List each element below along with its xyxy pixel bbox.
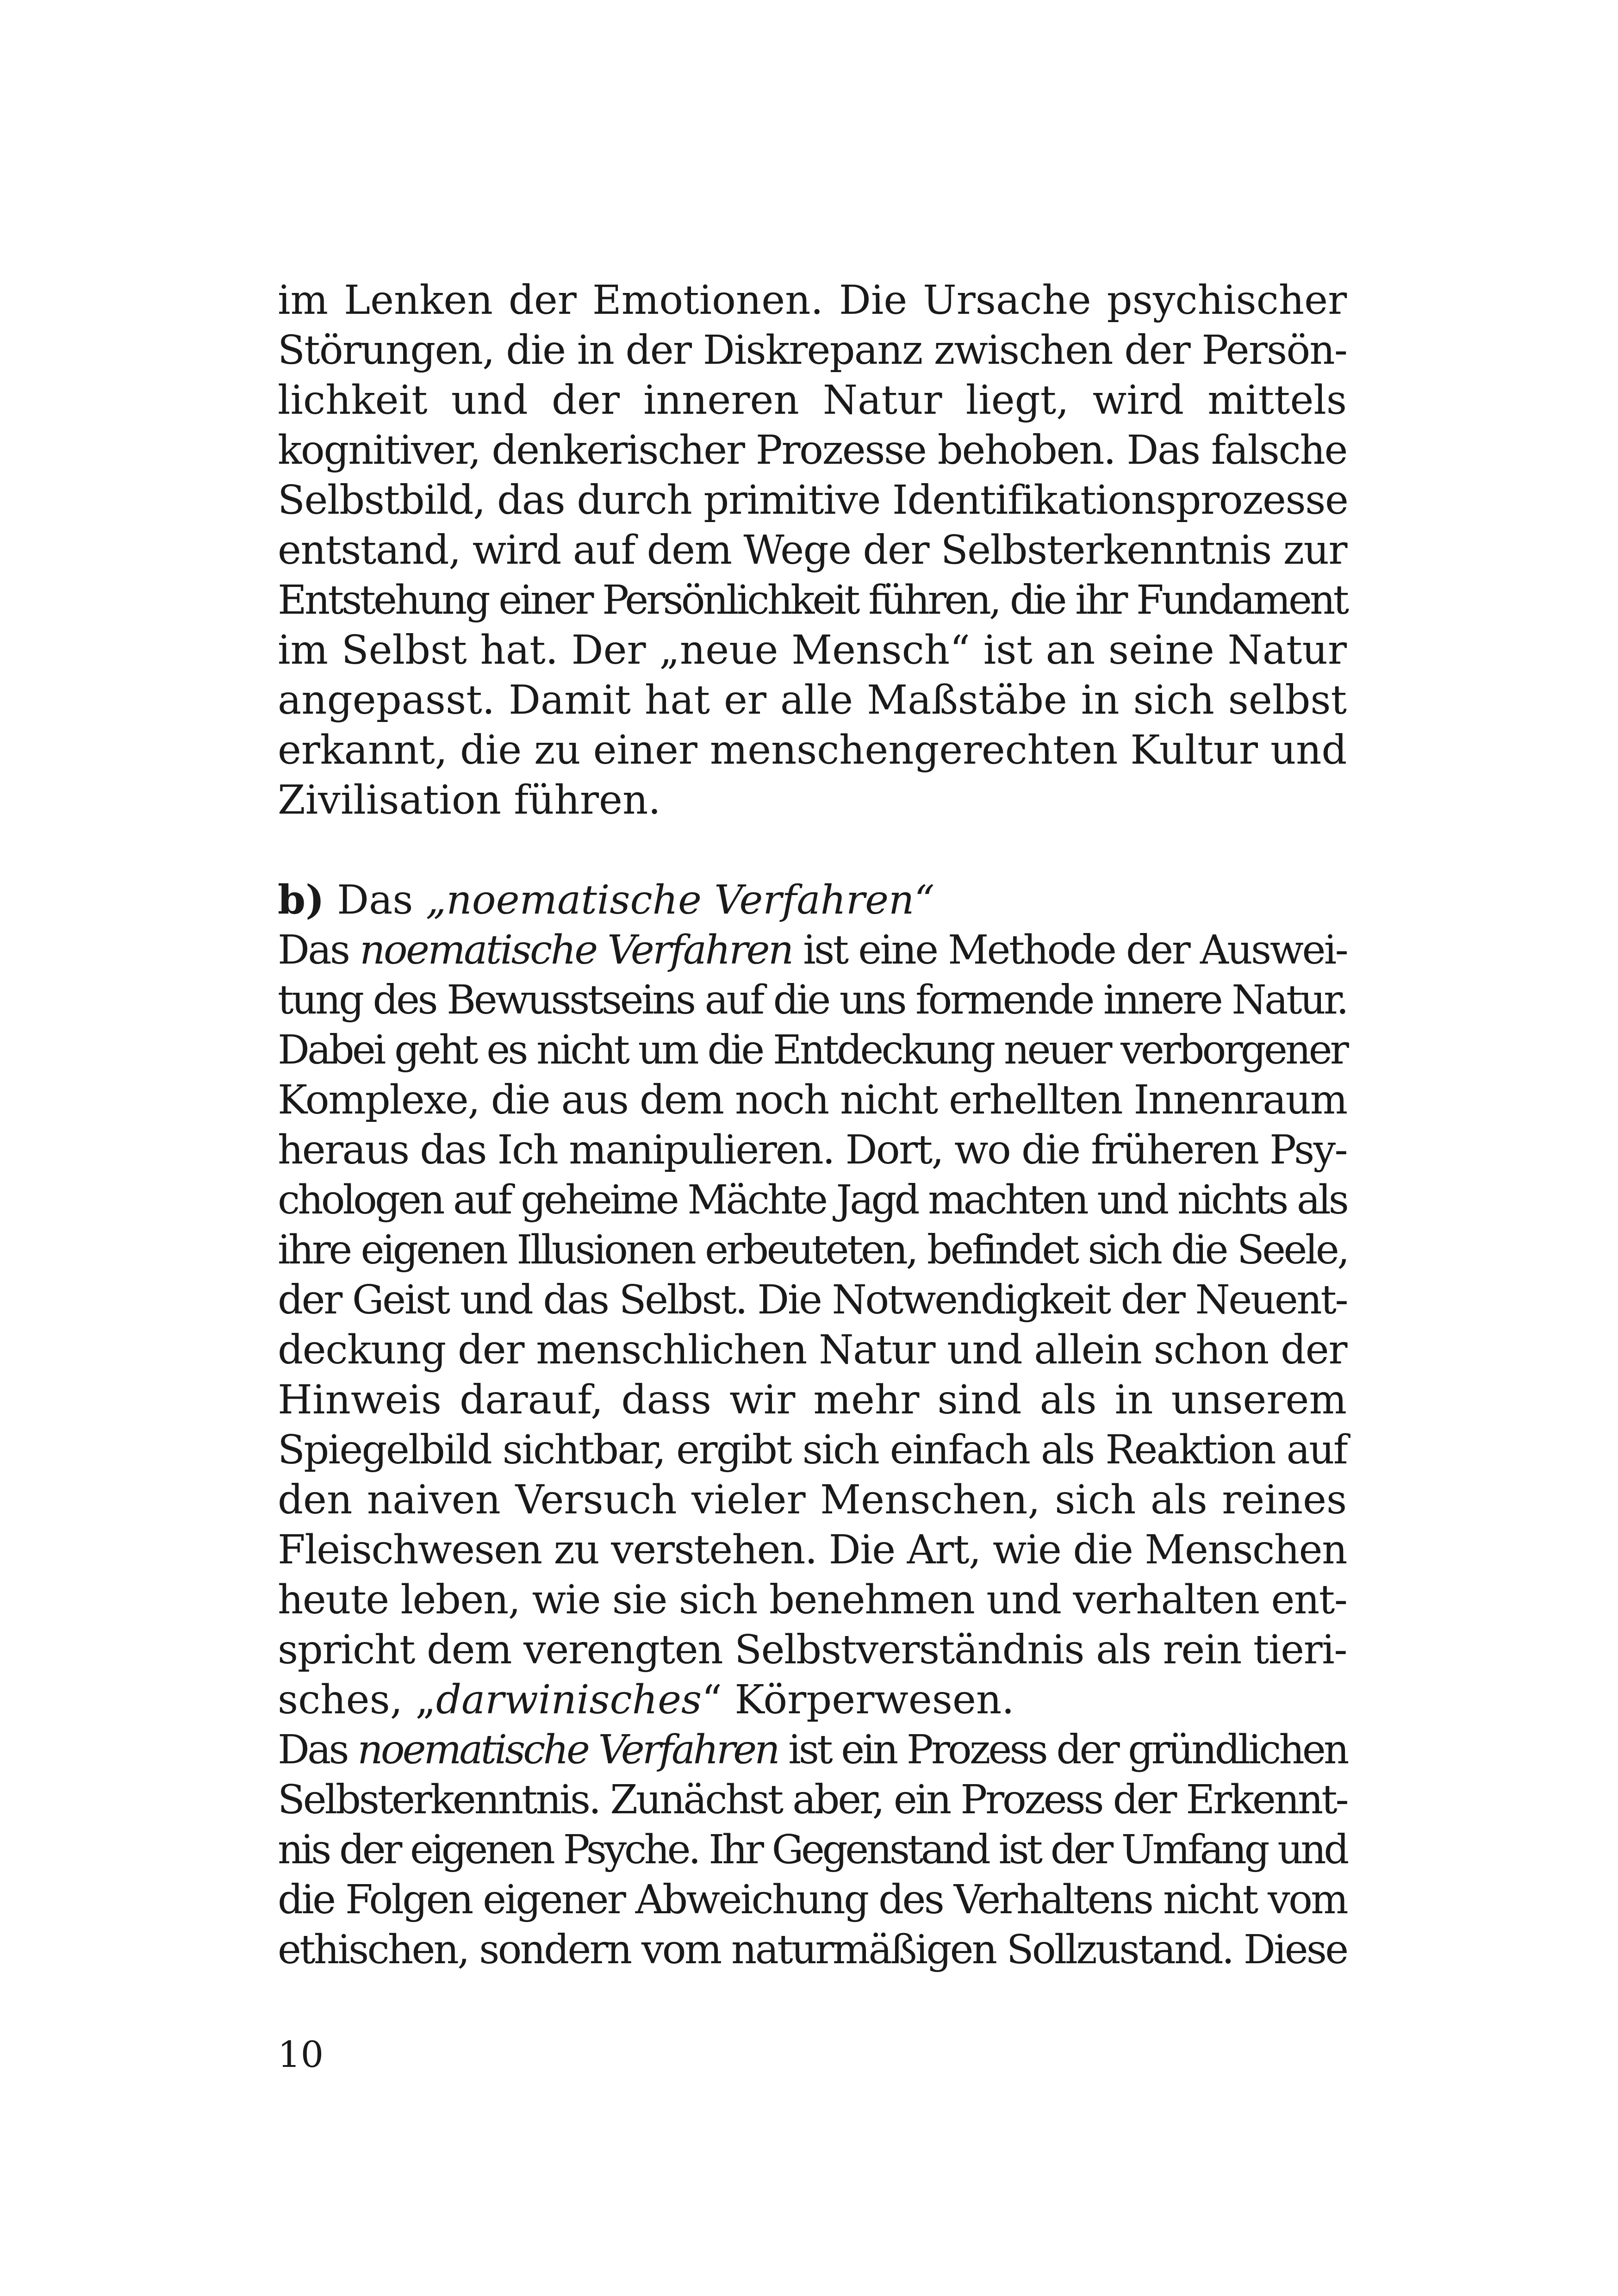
text-fragment: ist ein Prozess der gründlichen bbox=[778, 1727, 1347, 1773]
body-text bbox=[278, 275, 1347, 1975]
text-line: kognitiver, denkerischer Prozesse behoben. Das falsche bbox=[278, 427, 1347, 473]
text-line: Selbstbild, das durch primitive Identifikationsprozesse bbox=[278, 477, 1348, 523]
text-line: erkannt, die zu einer menschengerechten Kultur und bbox=[278, 727, 1347, 773]
text-line: ethischen, sondern vom naturmäßigen Sollzustand. Diese bbox=[278, 1927, 1347, 1973]
text-line: Zivilisation führen. bbox=[278, 777, 661, 823]
italic-term: darwinisches bbox=[436, 1677, 702, 1723]
text-line: der Geist und das Selbst. Die Notwendigkeit der Neuent- bbox=[278, 1277, 1347, 1323]
text-line: im Selbst hat. Der „neue Mensch“ ist an seine Natur bbox=[278, 627, 1347, 673]
text-line: Hinweis darauf, dass wir mehr sind als in unserem bbox=[278, 1377, 1347, 1423]
text-line: Entstehung einer Persönlichkeit führen, die ihr Fundament bbox=[278, 577, 1347, 623]
text-fragment: “ Körperwesen. bbox=[702, 1677, 1014, 1723]
text-line: Störungen, die in der Diskrepanz zwischen der Persön- bbox=[278, 327, 1347, 373]
text-line: Komplexe, die aus dem noch nicht erhellten Innenraum bbox=[278, 1077, 1347, 1123]
text-line bbox=[278, 1725, 1347, 1775]
text-line bbox=[278, 1675, 1347, 1725]
text-line: chologen auf geheime Mächte Jagd machten und nichts als bbox=[278, 1177, 1347, 1223]
text-line: ihre eigenen Illusionen erbeuteten, befindet sich die Seele, bbox=[278, 1227, 1348, 1273]
text-line: angepasst. Damit hat er alle Maßstäbe in sich selbst bbox=[278, 677, 1347, 723]
italic-term: noematische Verfahren bbox=[360, 927, 792, 973]
text-line: im Lenken der Emotionen. Die Ursache psychischer bbox=[278, 277, 1347, 324]
paragraph-2 bbox=[278, 925, 1347, 1725]
paragraph-3 bbox=[278, 1725, 1347, 1975]
text-line: Spiegelbild sichtbar, ergibt sich einfach als Reaktion auf bbox=[278, 1427, 1347, 1473]
text-line: heute leben, wie sie sich benehmen und verhalten ent- bbox=[278, 1577, 1347, 1623]
section-title-prefix: Das bbox=[324, 877, 426, 923]
text-line: spricht dem verengten Selbstverständnis als rein tieri- bbox=[278, 1627, 1347, 1673]
text-fragment: Das bbox=[278, 1727, 358, 1773]
text-line: die Folgen eigener Abweichung des Verhaltens nicht vom bbox=[278, 1877, 1347, 1923]
section-title-italic: „noematische Verfahren“ bbox=[425, 877, 935, 923]
section-heading bbox=[278, 875, 1347, 925]
page-number: 10 bbox=[278, 2034, 324, 2076]
text-line bbox=[278, 925, 1347, 975]
text-line: tung des Bewusstseins auf die uns formende innere Natur. bbox=[278, 977, 1347, 1023]
text-line: lichkeit und der inneren Natur liegt, wird mittels bbox=[278, 377, 1347, 423]
paragraph-gap bbox=[278, 825, 1347, 875]
text-line: entstand, wird auf dem Wege der Selbsterkenntnis zur bbox=[278, 527, 1347, 573]
text-line: Fleischwesen zu verstehen. Die Art, wie die Menschen bbox=[278, 1527, 1347, 1573]
text-fragment: Das bbox=[278, 927, 360, 973]
italic-term: noematische Verfahren bbox=[357, 1727, 778, 1773]
text-fragment: sches, „ bbox=[278, 1677, 436, 1723]
text-line: Dabei geht es nicht um die Entdeckung neuer verborgener bbox=[278, 1027, 1347, 1073]
text-fragment: ist eine Methode der Auswei- bbox=[792, 927, 1347, 973]
paragraph-1 bbox=[278, 275, 1347, 825]
text-line: nis der eigenen Psyche. Ihr Gegenstand ist der Umfang und bbox=[278, 1827, 1347, 1873]
text-line: deckung der menschlichen Natur und allein schon der bbox=[278, 1327, 1347, 1373]
text-line: Selbsterkenntnis. Zunächst aber, ein Prozess der Erkennt- bbox=[278, 1777, 1347, 1823]
text-line: heraus das Ich manipulieren. Dort, wo die früheren Psy- bbox=[278, 1127, 1347, 1173]
text-line: den naiven Versuch vieler Menschen, sich als reines bbox=[278, 1477, 1347, 1523]
section-marker: b) bbox=[278, 877, 324, 923]
